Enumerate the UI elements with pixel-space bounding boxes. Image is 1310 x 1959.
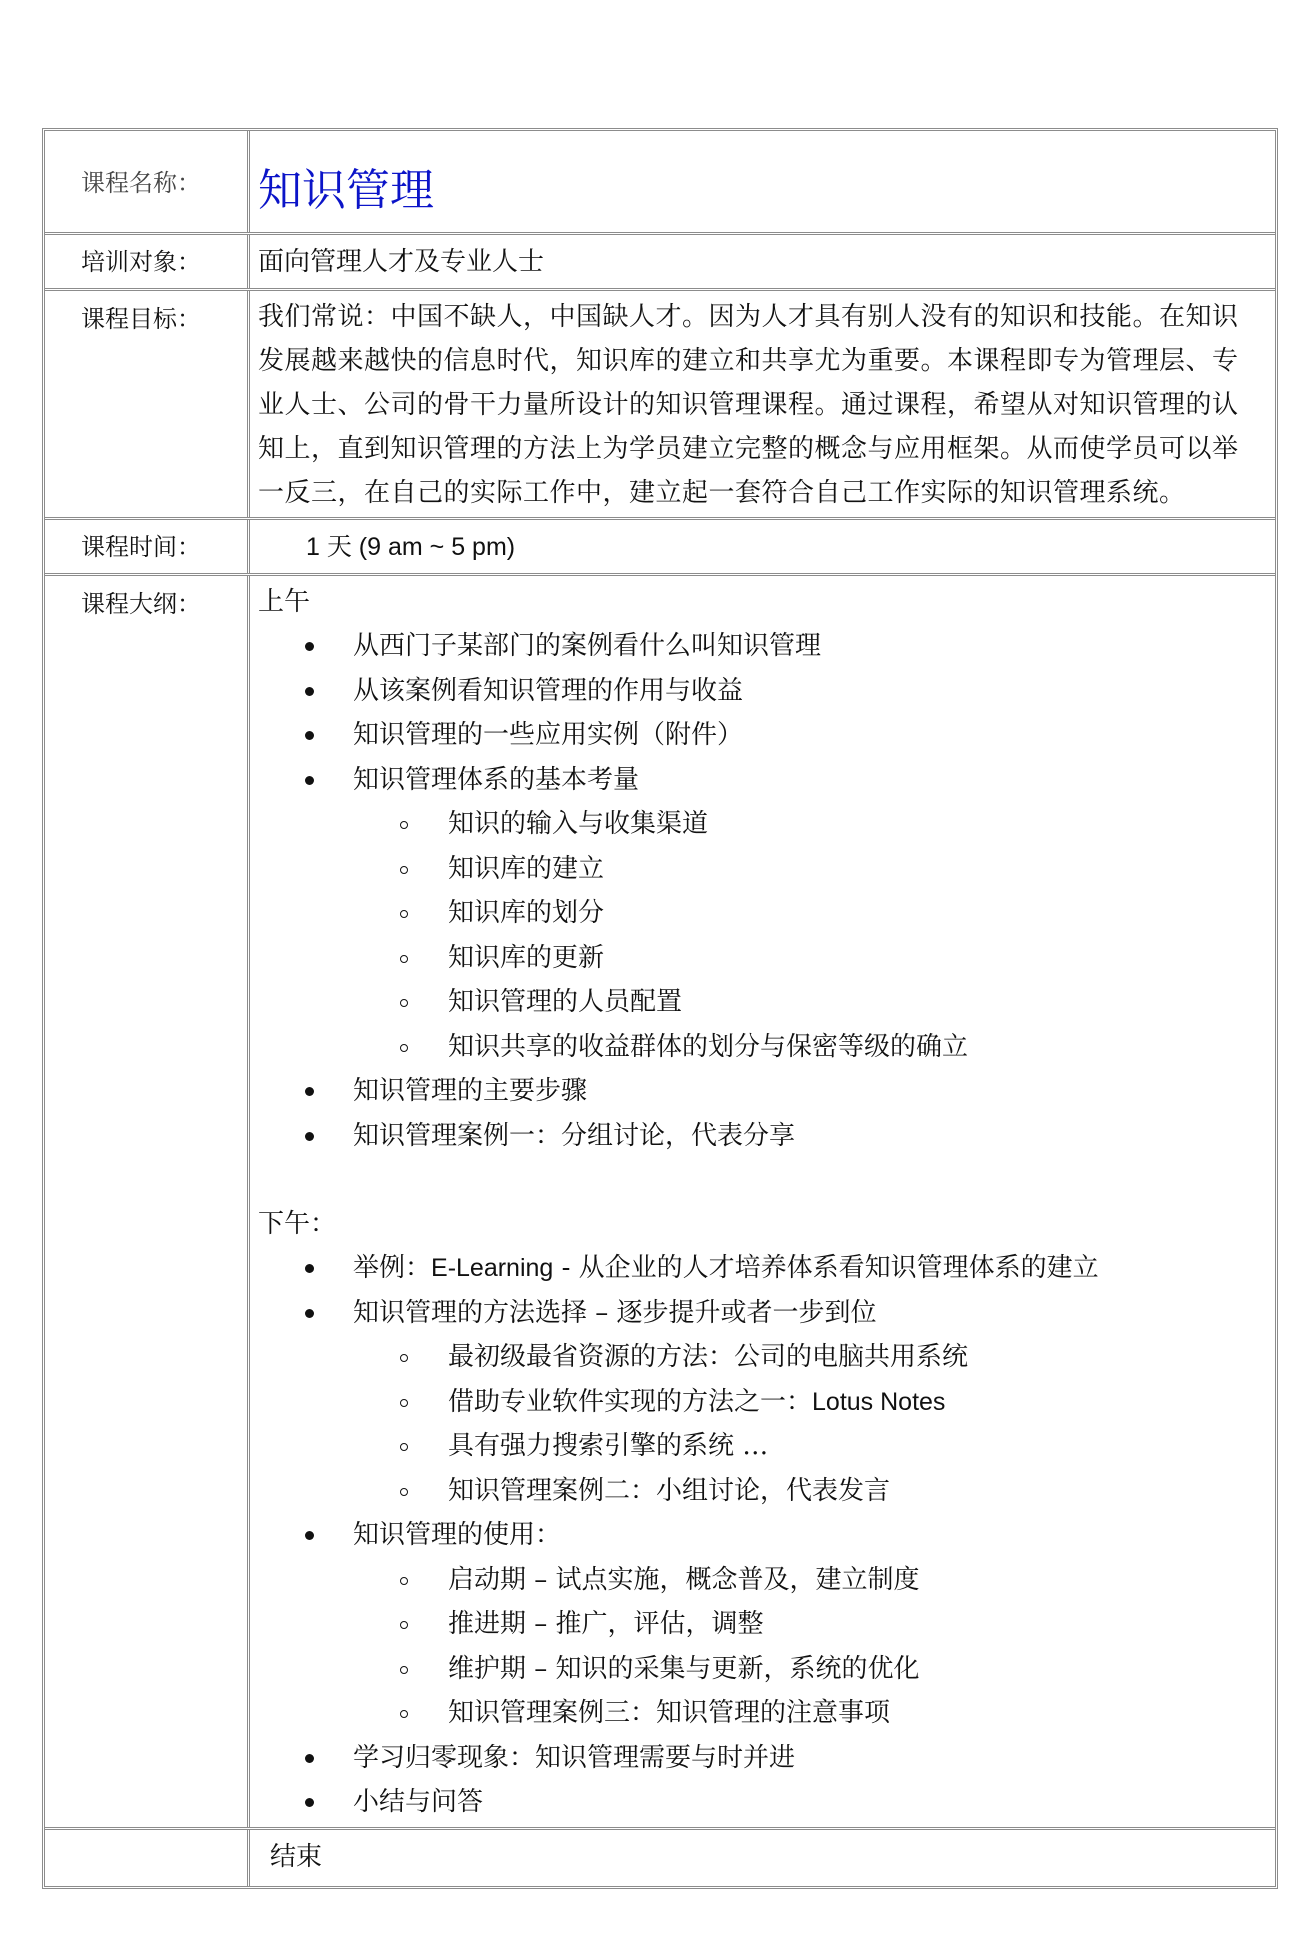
- circle-bullet-icon: [400, 1621, 408, 1629]
- outline-subitem: [258, 980, 1261, 1025]
- end-value: 结束: [270, 1841, 323, 1872]
- circle-bullet-icon: [400, 1399, 408, 1407]
- course-name-row: [45, 131, 1275, 235]
- bullet-icon: [305, 731, 314, 740]
- goal-line: 知上，直到知识管理的方法上为学员建立完整的概念与应用框架。从而使学员可以举: [258, 434, 1239, 464]
- outline-item: [258, 1114, 1261, 1159]
- outline-item-text: 学习归零现象：知识管理需要与时并进: [353, 1742, 796, 1773]
- circle-bullet-icon: [400, 1666, 408, 1674]
- bullet-icon: [305, 776, 314, 785]
- afternoon-list: [258, 1246, 1261, 1825]
- outline-item-text: 举例：E-Learning - 从企业的人才培养体系看知识管理体系的建立: [353, 1253, 1099, 1283]
- bullet-icon: [305, 1264, 314, 1273]
- outline-subitem-text: 知识管理案例三：知识管理的注意事项: [448, 1698, 891, 1728]
- outline-subitem: [258, 1424, 1261, 1469]
- goal-line: 一反三，在自己的实际工作中，建立起一套符合自己工作实际的知识管理系统。: [258, 478, 1186, 508]
- circle-bullet-icon: [400, 1710, 408, 1718]
- bullet-icon: [305, 1087, 314, 1096]
- outline-subitem: [258, 1602, 1261, 1647]
- outline-item-text: 知识管理的使用：: [353, 1520, 562, 1550]
- circle-bullet-icon: [400, 1044, 408, 1052]
- outline-subitem: [258, 936, 1261, 981]
- outline-item: [258, 1736, 1261, 1781]
- goal-text: [250, 291, 1275, 517]
- outline-item-text: 从该案例看知识管理的作用与收益: [353, 675, 744, 706]
- outline-subitem: [258, 1469, 1261, 1514]
- outline-subitem: [258, 1025, 1261, 1070]
- goal-line: 发展越来越快的信息时代，知识库的建立和共享尤为重要。本课程即专为管理层、专: [258, 346, 1239, 376]
- outline-sublist: [353, 1335, 1261, 1513]
- audience-label: 培训对象：: [45, 235, 250, 288]
- circle-bullet-icon: [400, 821, 408, 829]
- circle-bullet-icon: [400, 1488, 408, 1496]
- outline-sublist: [353, 802, 1261, 1069]
- outline-subitem-text: 知识库的更新: [448, 942, 605, 973]
- afternoon-title: 下午：: [258, 1209, 337, 1239]
- outline-subitem: [258, 847, 1261, 892]
- course-table: [42, 128, 1278, 1889]
- outline-row: [45, 576, 1275, 1830]
- outline-item: [258, 669, 1261, 714]
- circle-bullet-icon: [400, 910, 408, 918]
- goal-line: 我们常说：中国不缺人，中国缺人才。因为人才具有别人没有的知识和技能。在知识: [258, 302, 1239, 332]
- time-value: 1 天 (9 am ~ 5 pm): [306, 533, 516, 561]
- outline-subitem-text: 具有强力搜索引擎的系统 …: [448, 1431, 769, 1461]
- bullet-icon: [305, 687, 314, 696]
- outline-label: 课程大纲：: [45, 576, 250, 1827]
- goal-line: 业人士、公司的骨干力量所设计的知识管理课程。通过课程，希望从对知识管理的认: [258, 390, 1239, 420]
- circle-bullet-icon: [400, 955, 408, 963]
- outline-item: [258, 1069, 1261, 1114]
- outline-subitem-text: 知识的输入与收集渠道: [448, 809, 709, 839]
- outline-subitem-text: 借助专业软件实现的方法之一：Lotus Notes: [448, 1386, 946, 1417]
- morning-list: [258, 624, 1261, 1158]
- audience-row: [45, 235, 1275, 291]
- outline-item: [258, 713, 1261, 758]
- outline-subitem: [258, 1558, 1261, 1603]
- goal-row: [45, 291, 1275, 520]
- goal-label: 课程目标：: [45, 291, 250, 517]
- outline-item-text: 知识管理的主要步骤: [353, 1076, 588, 1106]
- outline-item: [258, 758, 1261, 1070]
- outline-item: [258, 1291, 1261, 1514]
- bullet-icon: [305, 642, 314, 651]
- end-label: [45, 1830, 250, 1886]
- outline-content: [250, 576, 1275, 1827]
- morning-title: 上午: [258, 587, 311, 617]
- outline-subitem: [258, 1380, 1261, 1425]
- outline-subitem-text: 最初级最省资源的方法：公司的电脑共用系统: [448, 1342, 969, 1372]
- outline-sublist: [353, 1558, 1261, 1736]
- outline-item-text: 小结与问答: [353, 1787, 484, 1817]
- outline-item-text: 知识管理体系的基本考量: [353, 764, 640, 795]
- circle-bullet-icon: [400, 1443, 408, 1451]
- bullet-icon: [305, 1309, 314, 1318]
- outline-item: [258, 1246, 1261, 1291]
- outline-subitem-text: 推进期 – 推广，评估，调整: [448, 1609, 764, 1639]
- outline-subitem-text: 启动期 – 试点实施，概念普及，建立制度: [448, 1564, 920, 1595]
- bullet-icon: [305, 1531, 314, 1540]
- end-row: [45, 1830, 1275, 1886]
- outline-subitem-text: 知识管理的人员配置: [448, 987, 683, 1017]
- outline-subitem: [258, 891, 1261, 936]
- outline-item: [258, 1780, 1261, 1825]
- outline-item-text: 知识管理的方法选择 – 逐步提升或者一步到位: [353, 1297, 877, 1328]
- time-label: 课程时间：: [45, 520, 250, 573]
- outline-subitem-text: 知识共享的收益群体的划分与保密等级的确立: [448, 1031, 969, 1062]
- circle-bullet-icon: [400, 999, 408, 1007]
- outline-subitem-text: 维护期 – 知识的采集与更新，系统的优化: [448, 1653, 920, 1684]
- outline-subitem: [258, 802, 1261, 847]
- circle-bullet-icon: [400, 1577, 408, 1585]
- outline-subitem: [258, 1647, 1261, 1692]
- outline-item-text: 从西门子某部门的案例看什么叫知识管理: [353, 631, 822, 661]
- bullet-icon: [305, 1798, 314, 1807]
- outline-subitem-text: 知识库的建立: [448, 853, 605, 884]
- session-spacer: [258, 1158, 1261, 1202]
- course-name-label: 课程名称：: [45, 131, 250, 232]
- outline-item-text: 知识管理的一些应用实例（附件）: [353, 720, 744, 750]
- bullet-icon: [305, 1132, 314, 1141]
- time-row: [45, 520, 1275, 576]
- outline-item: [258, 624, 1261, 669]
- outline-item: [258, 1513, 1261, 1736]
- circle-bullet-icon: [400, 866, 408, 874]
- audience-value: 面向管理人才及专业人士: [258, 247, 545, 277]
- outline-subitem: [258, 1691, 1261, 1736]
- outline-subitem: [258, 1335, 1261, 1380]
- outline-subitem-text: 知识库的划分: [448, 898, 605, 928]
- circle-bullet-icon: [400, 1354, 408, 1362]
- outline-subitem-text: 知识管理案例二：小组讨论，代表发言: [448, 1475, 891, 1506]
- outline-item-text: 知识管理案例一：分组讨论，代表分享: [353, 1120, 796, 1151]
- course-name-value: 知识管理: [258, 165, 434, 216]
- bullet-icon: [305, 1754, 314, 1763]
